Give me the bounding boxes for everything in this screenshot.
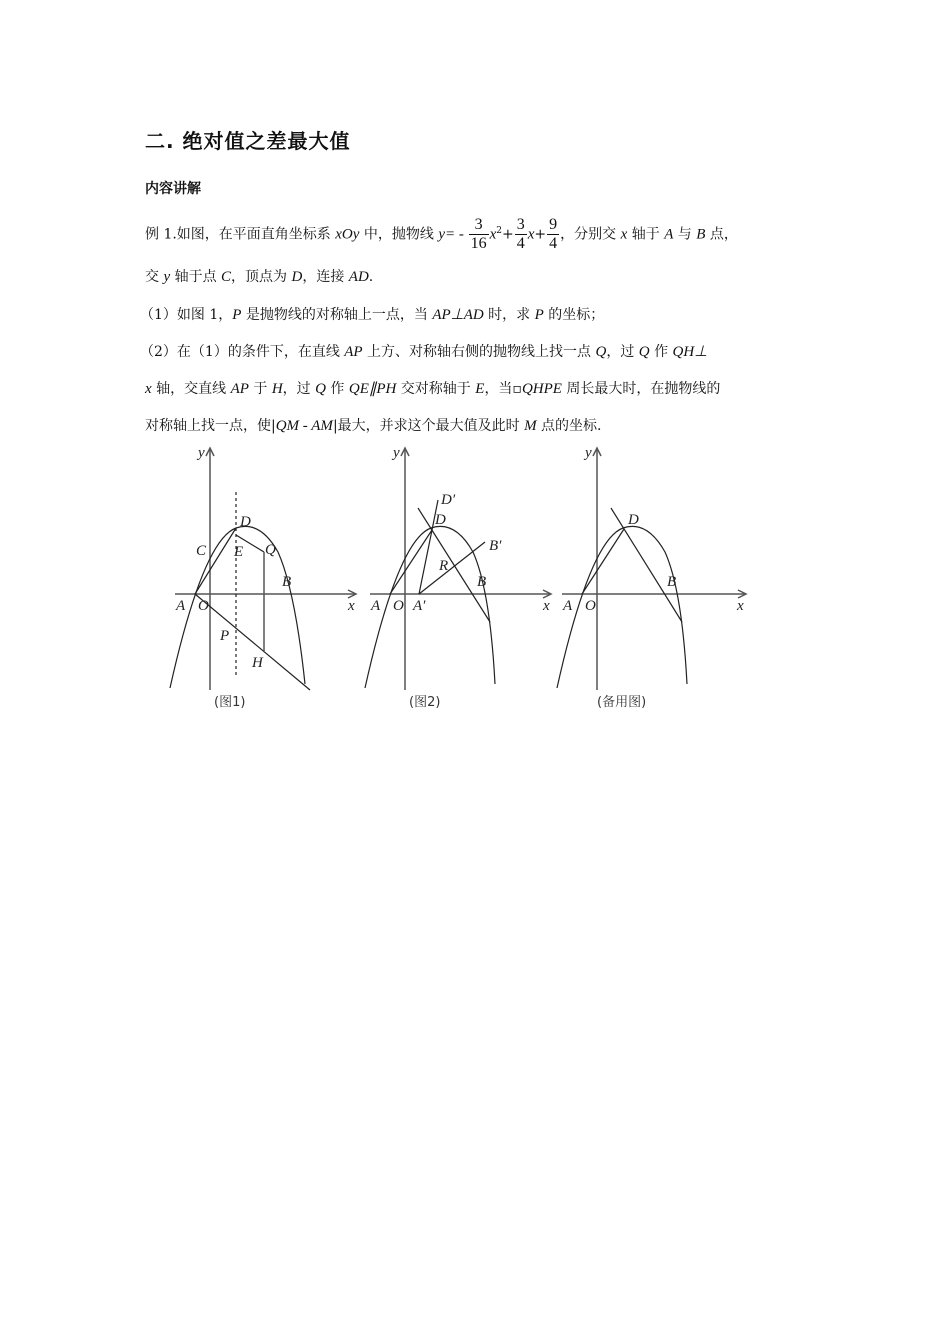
question-2-line-3: 对称轴上找一点，使|QM - AM|最大，并求这个最大值及此时 M 点的坐标.	[145, 418, 602, 434]
fraction-3-16: $\frac{3}{16}$	[470, 216, 487, 252]
svg-text:O: O	[393, 598, 404, 614]
svg-text:(图1): (图1)	[214, 695, 246, 710]
svg-text:A′: A′	[413, 598, 426, 614]
line-ad	[582, 529, 624, 594]
svg-text:E: E	[234, 544, 244, 560]
exponent: 2	[496, 225, 503, 236]
svg-text:P: P	[220, 628, 230, 644]
svg-text:C: C	[196, 543, 207, 559]
example-line-1: 例 1.如图，在平面直角坐标系 xOy 中，抛物线 y= - $\frac{3}{16}$ $x^2+$ $\frac{3}{4}$ x+ $\frac{9}{4}$ ，分别交 x 轴于 A 与 B 点，	[145, 216, 738, 252]
line-a-prime-b-prime	[419, 542, 485, 594]
svg-text:(备用图): (备用图)	[597, 695, 647, 710]
subheading: 内容讲解	[145, 181, 201, 197]
svg-text:x: x	[543, 598, 550, 614]
svg-text:R: R	[439, 558, 449, 574]
figure-2	[355, 440, 555, 720]
svg-text:B: B	[282, 574, 292, 590]
svg-text:B: B	[667, 574, 677, 590]
svg-text:H: H	[252, 655, 263, 671]
svg-text:y: y	[585, 445, 592, 461]
fraction-3-4: $\frac{3}{4}$	[516, 216, 525, 252]
text: 中，抛物线	[359, 226, 439, 243]
figures-row	[160, 440, 760, 730]
svg-text:A: A	[371, 598, 381, 614]
svg-text:x: x	[737, 598, 744, 614]
svg-text:D: D	[435, 512, 446, 528]
question-2-line-2: x 轴，交直线 AP 于 H，过 Q 作 QE∥PH 交对称轴于 E，当▫QHPE 周长最大时，在抛物线的	[145, 381, 721, 397]
line-db	[611, 508, 682, 622]
svg-text:y: y	[198, 445, 205, 461]
line-db	[418, 508, 490, 622]
line-ad	[195, 528, 236, 594]
svg-text:B: B	[477, 574, 487, 590]
svg-text:(图2): (图2)	[409, 695, 441, 710]
text: 例 1.如图，在平面直角坐标系	[145, 226, 336, 243]
svg-text:x: x	[348, 598, 355, 614]
svg-text:B′: B′	[489, 538, 502, 554]
line-ap	[195, 594, 310, 690]
parabola	[557, 526, 687, 688]
svg-text:D: D	[240, 514, 251, 530]
svg-text:Q: Q	[265, 542, 276, 558]
math-xoy: xOy	[335, 226, 360, 243]
svg-text:D′: D′	[441, 492, 456, 508]
svg-text:A: A	[176, 598, 186, 614]
parabola	[365, 526, 495, 688]
fraction-9-4: $\frac{9}{4}$	[549, 216, 558, 252]
svg-text:O: O	[585, 598, 596, 614]
figure-spare	[545, 440, 755, 720]
svg-text:O: O	[198, 598, 209, 614]
example-line-2: 交 y 轴于点 C，顶点为 D，连接 AD.	[145, 269, 374, 285]
figure-1	[160, 440, 360, 720]
svg-text:D: D	[628, 512, 639, 528]
math-x: x	[489, 226, 497, 243]
svg-text:A: A	[563, 598, 573, 614]
svg-text:y: y	[393, 445, 400, 461]
section-title: 二. 绝对值之差最大值	[145, 129, 351, 153]
math-y-eq: y= -	[438, 226, 468, 243]
question-2-line-1: （2）在（1）的条件下，在直线 AP 上方、对称轴右侧的抛物线上找一点 Q，过 Q 作 QH⊥	[140, 344, 708, 360]
question-1: （1）如图 1，P 是抛物线的对称轴上一点，当 AP⊥AD 时，求 P 的坐标；	[140, 307, 605, 323]
